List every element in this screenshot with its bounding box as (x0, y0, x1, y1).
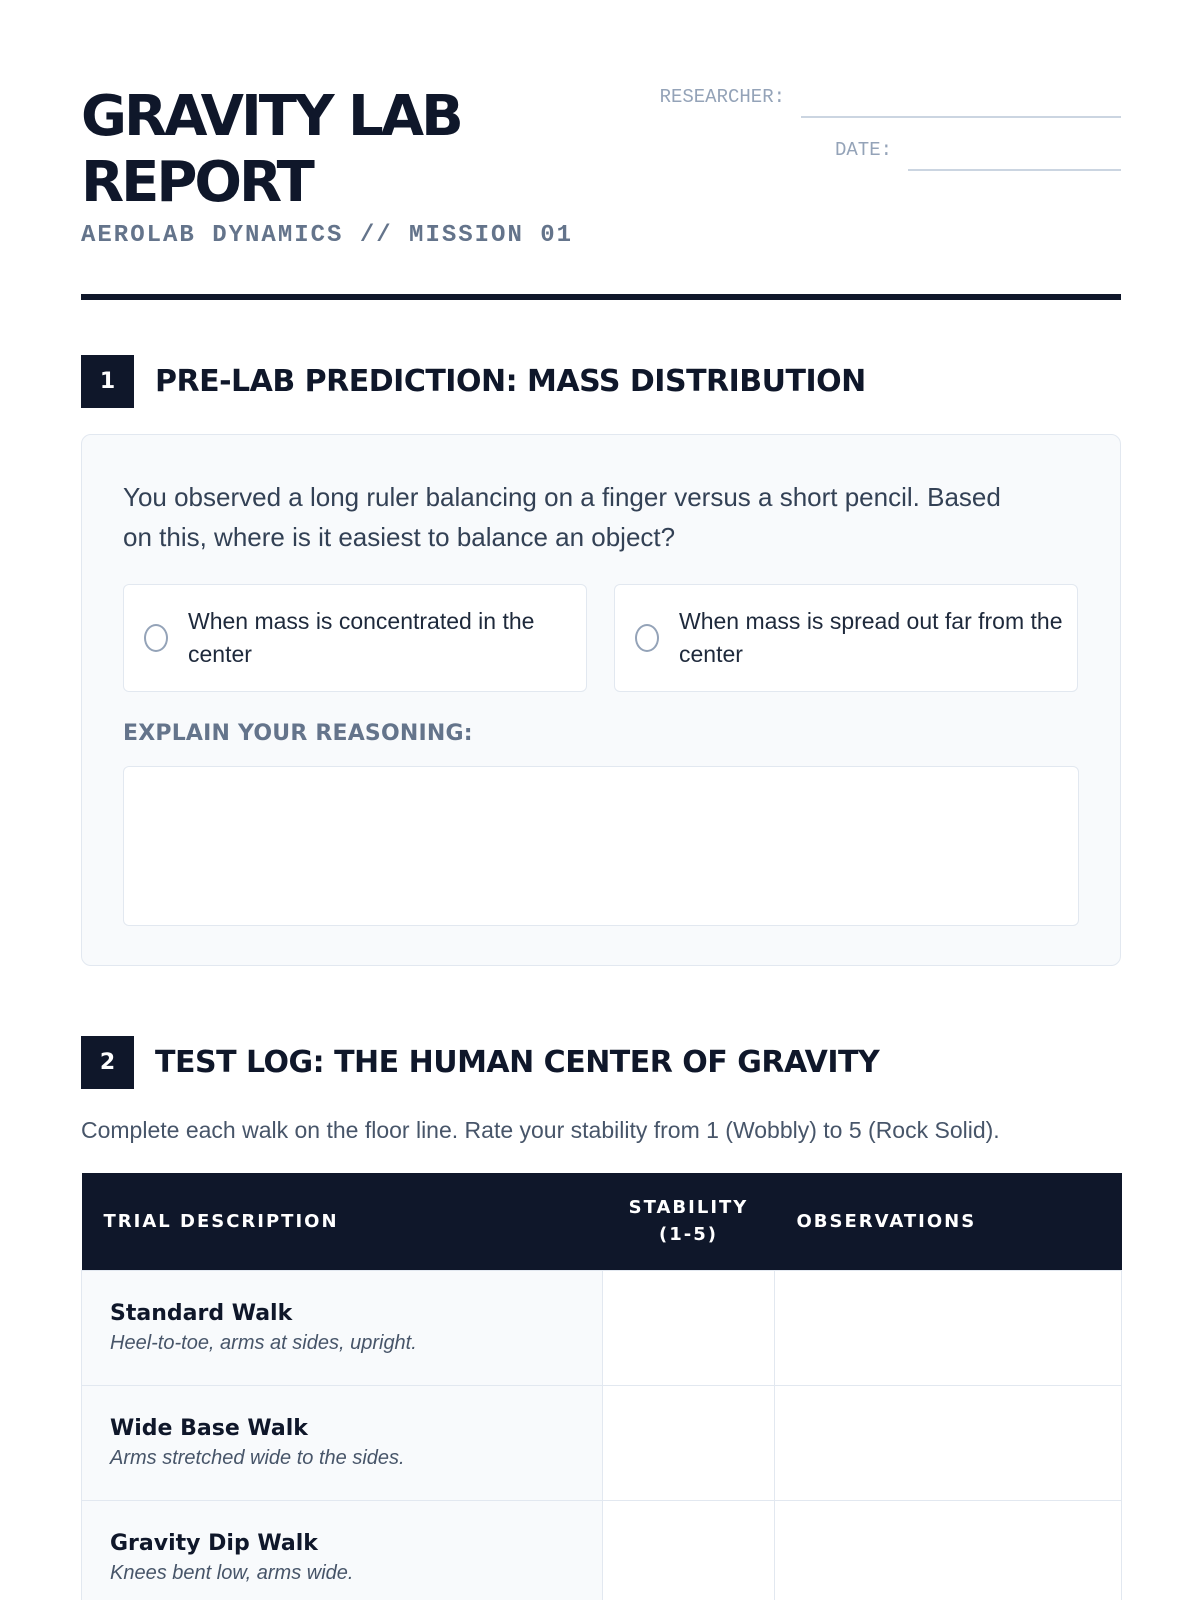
trial-detail: Heel-to-toe, arms at sides, upright. (110, 1331, 417, 1354)
option-mass-centered[interactable] (123, 584, 587, 692)
trial-name: Standard Walk (110, 1300, 293, 1326)
option-label: When mass is concentrated in the center (188, 608, 535, 667)
researcher-field-row (660, 86, 1121, 108)
page-title (81, 84, 581, 216)
trial-description-cell (82, 1500, 603, 1600)
table-row (82, 1385, 1122, 1500)
trial-name: Wide Base Walk (110, 1415, 308, 1441)
section-2-heading (81, 1036, 879, 1089)
stability-header-line-2: (1-5) (659, 1224, 718, 1246)
reasoning-textarea[interactable] (123, 766, 1079, 926)
date-input-line[interactable] (908, 169, 1121, 171)
date-field-row (835, 139, 1121, 161)
table-row (82, 1500, 1122, 1600)
lab-report-page (81, 0, 1121, 1584)
observations-cell[interactable] (775, 1385, 1122, 1500)
table-row (82, 1270, 1122, 1385)
column-header-stability (603, 1173, 775, 1270)
section-1-heading (81, 355, 866, 408)
section-1-number: 1 (81, 355, 134, 408)
table-header-row (82, 1173, 1122, 1270)
section-2-title: TEST LOG: THE HUMAN CENTER OF GRAVITY (155, 1045, 880, 1080)
trial-detail: Knees bent low, arms wide. (110, 1561, 354, 1584)
column-header-trial: TRIAL DESCRIPTION (82, 1173, 603, 1270)
trial-description-cell (82, 1270, 603, 1385)
title-line-1: GRAVITY LAB (81, 84, 461, 149)
observations-cell[interactable] (775, 1270, 1122, 1385)
section-1-title: PRE-LAB PREDICTION: MASS DISTRIBUTION (155, 364, 866, 399)
trial-description-cell (82, 1385, 603, 1500)
researcher-input-line[interactable] (801, 116, 1121, 118)
trial-detail: Arms stretched wide to the sides. (110, 1446, 405, 1469)
stability-cell[interactable] (603, 1500, 775, 1600)
prediction-card (81, 434, 1121, 966)
stability-header-line-1: STABILITY (628, 1197, 749, 1219)
page-subtitle: AEROLAB DYNAMICS // MISSION 01 (81, 222, 574, 249)
prediction-prompt: You observed a long ruler balancing on a finger versus a short pencil. Based on this, where is it easiest to balance an object? (123, 482, 1001, 552)
observations-cell[interactable] (775, 1500, 1122, 1600)
column-header-observations: OBSERVATIONS (775, 1173, 1122, 1270)
option-label: When mass is spread out far from the center (679, 608, 1063, 667)
test-log-table (81, 1173, 1122, 1600)
date-label: DATE: (834, 139, 892, 161)
test-log-instructions: Complete each walk on the floor line. Rate your stability from 1 (Wobbly) to 5 (Rock Solid). (81, 1117, 1000, 1143)
option-mass-spread[interactable] (614, 584, 1078, 692)
trial-name: Gravity Dip Walk (110, 1530, 318, 1556)
radio-button[interactable] (144, 624, 168, 652)
stability-cell[interactable] (603, 1385, 775, 1500)
reasoning-label: EXPLAIN YOUR REASONING: (123, 721, 473, 746)
prediction-options (123, 584, 1078, 692)
radio-button[interactable] (635, 624, 659, 652)
stability-cell[interactable] (603, 1270, 775, 1385)
section-2-number: 2 (81, 1036, 134, 1089)
header-divider (81, 294, 1121, 300)
report-header (81, 0, 1121, 302)
title-line-2: REPORT (81, 150, 312, 215)
researcher-label: RESEARCHER: (659, 86, 785, 108)
